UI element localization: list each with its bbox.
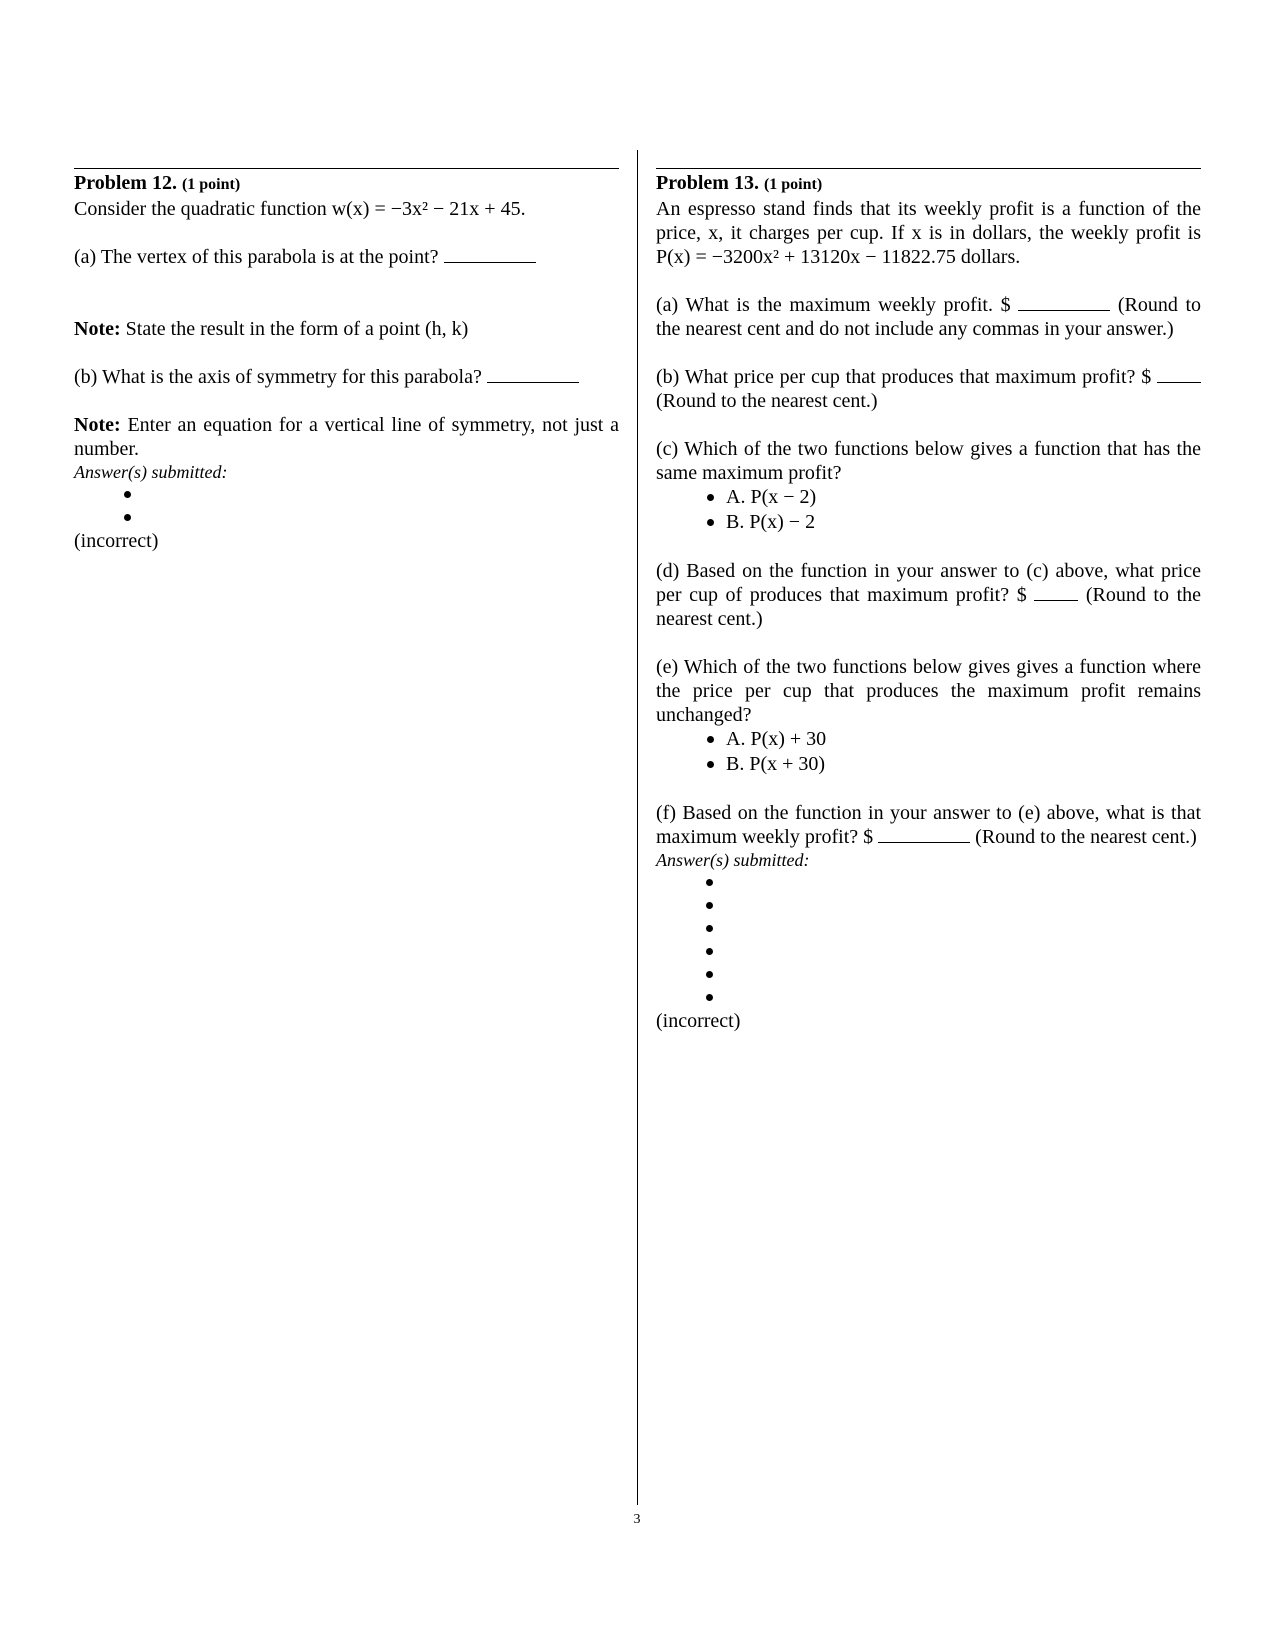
problem-12-status: (incorrect) [74,530,159,552]
choice-option[interactable] [656,510,1201,535]
problem-12-header [74,171,619,197]
problem-12-submitted-label: Answer(s) submitted: [74,462,228,482]
column-divider [637,150,638,1505]
problem-12-part-a-text: (a) The vertex of this parabola is at the point? [74,246,439,268]
problem-13-part-d [656,559,1201,631]
problem-13-status: (incorrect) [656,1010,741,1032]
problem-13-part-f [656,801,1201,849]
list-item [656,940,1201,963]
choice-option[interactable] [656,485,1201,510]
bullet-icon [124,491,131,498]
problem-13-title: Problem 13. [656,172,759,194]
problem-13-part-f-instructions: (Round to the nearest cent.) [975,826,1197,848]
choice-option[interactable] [656,727,1201,752]
bullet-icon [707,494,714,501]
problem-13-part-a-instructions: (Round to the nearest cent and do not include any commas in your answer.) [656,294,1202,340]
list-item [656,871,1201,894]
problem-12-part-a-answer-blank[interactable] [444,246,536,263]
problem-13-part-b-text: (b) What price per cup that produces that maximum profit? $ [656,366,1152,388]
problem-12-note-1 [74,317,619,341]
note-label: Note: [74,414,121,436]
bullet-icon [706,948,713,955]
problem-12-part-b-text: (b) What is the axis of symmetry for this parabola? [74,366,482,388]
problem-13-part-b-answer-blank[interactable] [1157,366,1201,383]
bullet-icon [707,519,714,526]
problem-13-part-d-instructions: (Round to the nearest cent.) [656,584,1201,630]
problem-13-part-f-text: (f) Based on the function in your answer to (e) above, what is that maximum weekly profit? $ [656,802,1201,848]
bullet-icon [706,994,713,1001]
bullet-icon [706,925,713,932]
problem-13 [656,168,1201,1033]
problem-13-part-c-options [656,485,1201,535]
list-item [656,917,1201,940]
page-number: 3 [633,1512,641,1527]
problem-12-submitted-list [74,483,619,529]
problem-13-submitted-label: Answer(s) submitted: [656,850,810,870]
problem-13-part-f-answer-blank[interactable] [878,826,970,843]
problem-13-part-b [656,365,1201,413]
problem-13-part-b-instructions: (Round to the nearest cent.) [656,390,878,412]
bullet-icon [706,879,713,886]
problem-12-part-b-answer-blank[interactable] [487,366,579,383]
problem-12-note-2 [74,413,619,461]
problem-13-part-a-text: (a) What is the maximum weekly profit. $ [656,294,1011,316]
choice-label: B. P(x) − 2 [726,511,816,533]
note-text: State the result in the form of a point (h, k) [125,318,469,340]
problem-13-part-d-answer-blank[interactable] [1034,584,1078,601]
note-text: Enter an equation for a vertical line of symmetry, not just a number. [74,414,620,460]
problem-12-points: (1 point) [181,176,241,193]
problem-12-part-b [74,365,619,389]
problem-13-part-d-text: (d) Based on the function in your answer to (c) above, what price per cup of produces that maximum profit? $ [656,560,1201,606]
bullet-icon [707,761,714,768]
problem-13-intro: An espresso stand finds that its weekly profit is a function of the price, x, it charges per cup. If x is in dollars, the weekly profit is P(x) = −3200x² + 13120x − 11822.75 dollars. [656,198,1201,268]
problem-13-part-a [656,293,1201,341]
choice-label: A. P(x) + 30 [726,728,827,750]
problem-13-part-e: (e) Which of the two functions below gives gives a function where the price per cup that produces the maximum profit remains unchanged? [656,656,1201,726]
problem-12-title: Problem 12. [74,172,177,194]
problem-13-part-a-answer-blank[interactable] [1018,294,1110,311]
list-item [656,986,1201,1009]
problem-13-submitted-list [656,871,1201,1009]
list-item [656,894,1201,917]
bullet-icon [706,971,713,978]
bullet-icon [124,514,131,521]
problem-12 [74,168,619,553]
choice-option[interactable] [656,752,1201,777]
choice-label: A. P(x − 2) [726,486,817,508]
list-item [74,483,619,506]
problem-13-part-e-options [656,727,1201,777]
problem-12-intro: Consider the quadratic function w(x) = −3x² − 21x + 45. [74,198,526,220]
problem-13-part-c: (c) Which of the two functions below gives a function that has the same maximum profit? [656,438,1201,484]
bullet-icon [706,902,713,909]
note-label: Note: [74,318,121,340]
problem-12-rule [74,168,619,169]
problem-13-header [656,171,1201,197]
problem-12-part-a [74,245,619,269]
list-item [656,963,1201,986]
bullet-icon [707,736,714,743]
problem-13-points: (1 point) [763,176,823,193]
list-item [74,506,619,529]
choice-label: B. P(x + 30) [726,753,826,775]
problem-13-rule [656,168,1201,169]
